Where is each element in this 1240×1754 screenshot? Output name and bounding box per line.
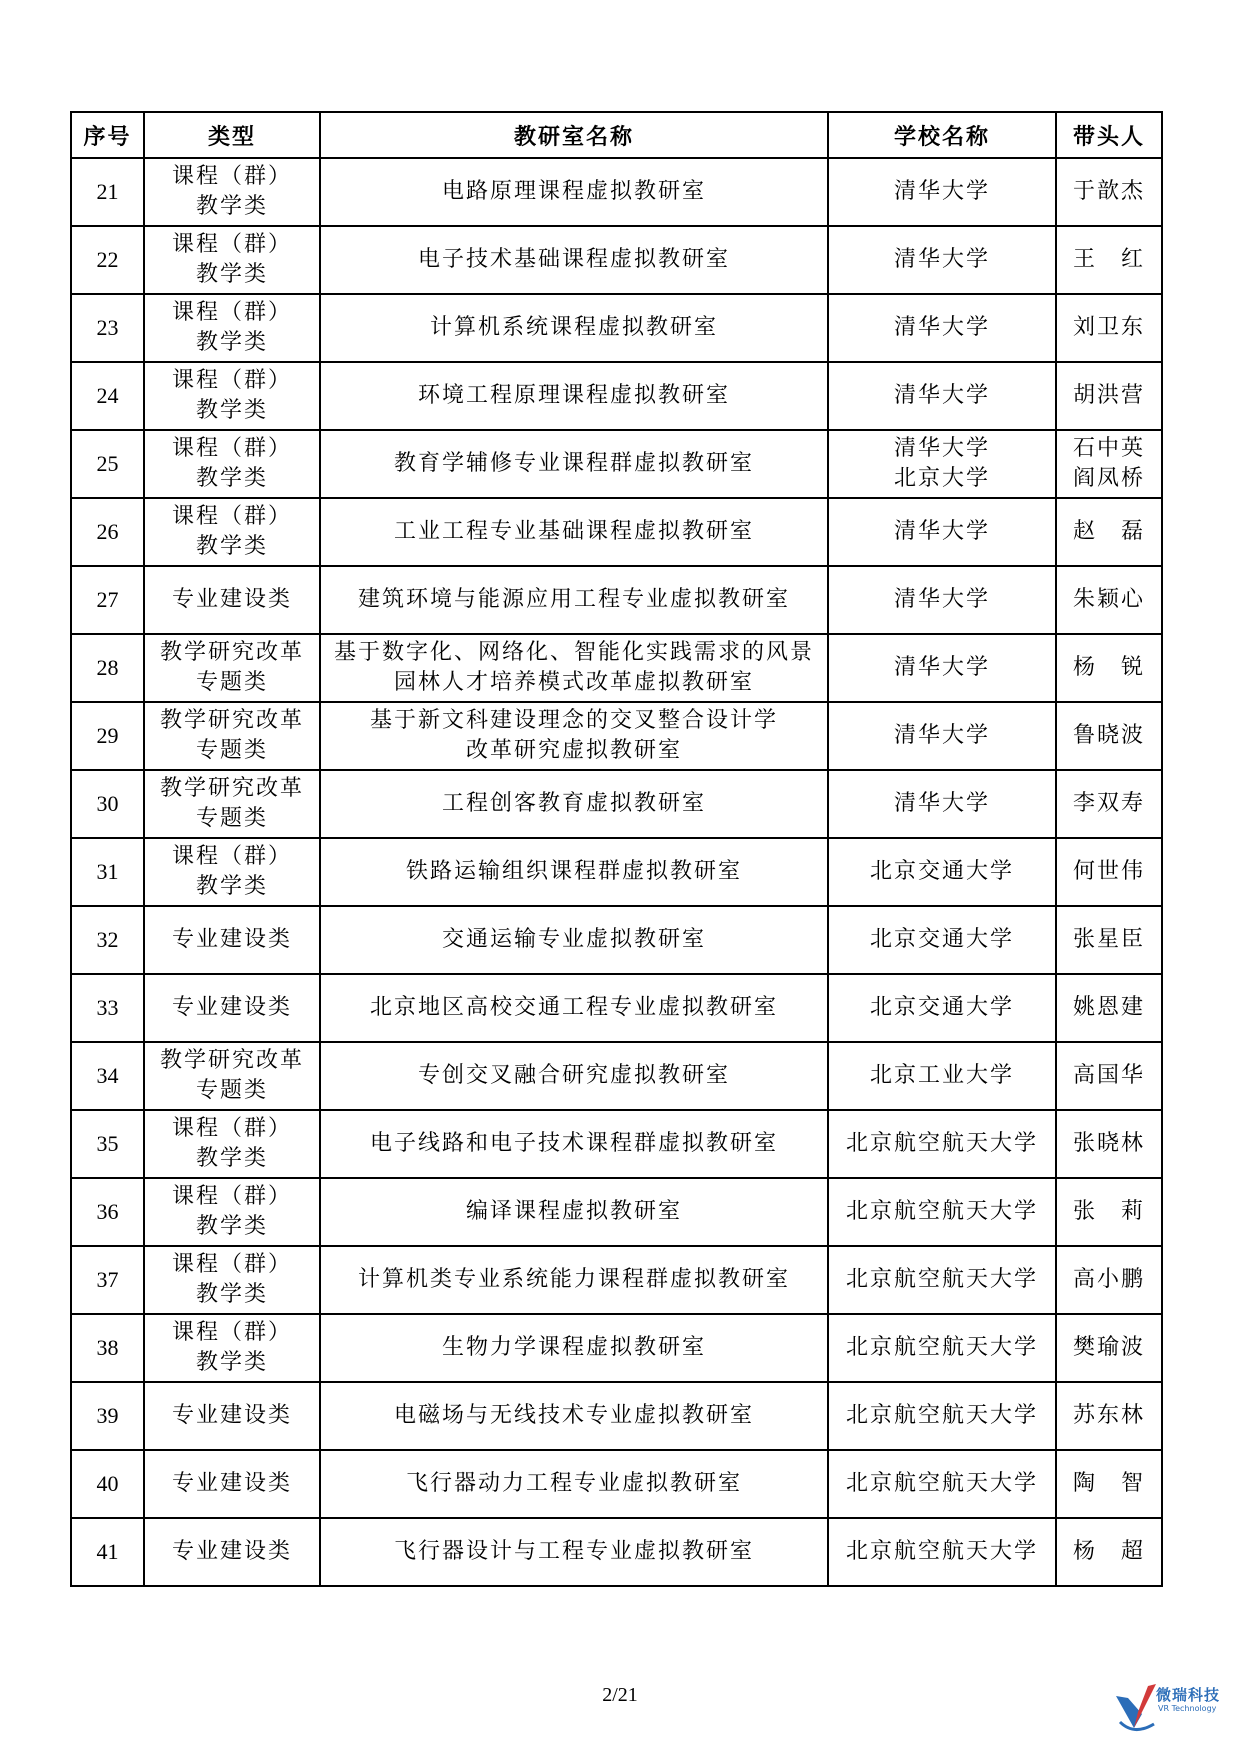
- cell-leader-line: 何世伟: [1072, 859, 1145, 884]
- cell-school: [828, 1382, 1056, 1450]
- cell-no: 37: [71, 1246, 144, 1314]
- cell-type: [144, 1178, 320, 1246]
- cell-school: [828, 294, 1056, 362]
- logo-text: 微瑞科技: [1156, 1686, 1221, 1704]
- cell-lab-name: [320, 634, 828, 702]
- cell-leader-line: 高小鹏: [1072, 1267, 1145, 1292]
- cell-type-line: 教学类: [195, 262, 268, 287]
- cell-no: 35: [71, 1110, 144, 1178]
- cell-leader: [1056, 974, 1162, 1042]
- header-no: 序号: [71, 112, 144, 158]
- cell-leader: [1056, 1314, 1162, 1382]
- cell-school-line: 北京航空航天大学: [845, 1403, 1038, 1428]
- logo-mark-icon: [1112, 1678, 1162, 1736]
- cell-no: 39: [71, 1382, 144, 1450]
- table-row: [71, 1518, 1162, 1586]
- header-type: 类型: [144, 112, 320, 158]
- cell-leader: [1056, 1382, 1162, 1450]
- cell-school: [828, 158, 1056, 226]
- cell-type: [144, 566, 320, 634]
- cell-lab-name-line: 环境工程原理课程虚拟教研室: [417, 383, 730, 408]
- cell-lab-name: [320, 1042, 828, 1110]
- table-row: [71, 294, 1162, 362]
- cell-no: 23: [71, 294, 144, 362]
- cell-lab-name-line: 教育学辅修专业课程群虚拟教研室: [393, 451, 754, 476]
- cell-lab-name: [320, 1246, 828, 1314]
- cell-no: 25: [71, 430, 144, 498]
- cell-type: [144, 1382, 320, 1450]
- cell-lab-name: [320, 1110, 828, 1178]
- table-row: [71, 906, 1162, 974]
- cell-type-line: 教学研究改革: [159, 1048, 304, 1073]
- cell-type-line: 教学类: [195, 466, 268, 491]
- cell-school: [828, 838, 1056, 906]
- cell-type: [144, 702, 320, 770]
- cell-no: 40: [71, 1450, 144, 1518]
- cell-school: [828, 1178, 1056, 1246]
- cell-lab-name-line: 飞行器设计与工程专业虚拟教研室: [393, 1539, 754, 1564]
- cell-leader: [1056, 498, 1162, 566]
- cell-school: [828, 906, 1056, 974]
- cell-type: [144, 1518, 320, 1586]
- cell-type-line: 课程（群）: [171, 504, 292, 529]
- cell-type: [144, 430, 320, 498]
- cell-type-line: 教学类: [195, 194, 268, 219]
- cell-school-line: 清华大学: [893, 655, 990, 680]
- cell-lab-name: [320, 770, 828, 838]
- cell-school-line: 北京航空航天大学: [845, 1471, 1038, 1496]
- cell-lab-name: [320, 702, 828, 770]
- cell-type: [144, 1042, 320, 1110]
- cell-type: [144, 362, 320, 430]
- cell-lab-name-line: 改革研究虚拟教研室: [465, 738, 682, 763]
- cell-type-line: 专题类: [195, 738, 268, 763]
- cell-type-line: 教学类: [195, 1146, 268, 1171]
- cell-school: [828, 362, 1056, 430]
- cell-school: [828, 566, 1056, 634]
- cell-leader: [1056, 838, 1162, 906]
- cell-type-line: 教学类: [195, 534, 268, 559]
- cell-leader: [1056, 294, 1162, 362]
- cell-type-line: 课程（群）: [171, 1252, 292, 1277]
- table-row: [71, 974, 1162, 1042]
- cell-school-line: 北京交通大学: [869, 927, 1014, 952]
- cell-no: 26: [71, 498, 144, 566]
- lab-list-table: [70, 111, 1163, 1587]
- table-row: [71, 430, 1162, 498]
- cell-school-line: 北京航空航天大学: [845, 1199, 1038, 1224]
- table-row: [71, 1246, 1162, 1314]
- cell-type-line: 教学类: [195, 330, 268, 355]
- cell-type-line: 专业建设类: [171, 927, 292, 952]
- cell-type: [144, 1110, 320, 1178]
- cell-leader-line: 石中英: [1072, 436, 1145, 461]
- table-row: [71, 838, 1162, 906]
- cell-no: 34: [71, 1042, 144, 1110]
- cell-type-line: 专业建设类: [171, 1403, 292, 1428]
- table-header-row: [71, 112, 1162, 158]
- cell-lab-name-line: 园林人才培养模式改革虚拟教研室: [393, 670, 754, 695]
- cell-type-line: 课程（群）: [171, 1116, 292, 1141]
- cell-lab-name-line: 计算机系统课程虚拟教研室: [429, 315, 718, 340]
- cell-leader-line: 于歆杰: [1072, 179, 1145, 204]
- cell-type-line: 课程（群）: [171, 368, 292, 393]
- cell-school: [828, 1518, 1056, 1586]
- cell-school-line: 北京航空航天大学: [845, 1267, 1038, 1292]
- cell-school: [828, 974, 1056, 1042]
- cell-lab-name-line: 编译课程虚拟教研室: [465, 1199, 682, 1224]
- cell-leader-line: 李双寿: [1072, 791, 1145, 816]
- table-row: [71, 158, 1162, 226]
- cell-leader: [1056, 634, 1162, 702]
- cell-type: [144, 974, 320, 1042]
- cell-leader: [1056, 566, 1162, 634]
- cell-type-line: 教学研究改革: [159, 640, 304, 665]
- cell-lab-name-line: 电子技术基础课程虚拟教研室: [417, 247, 730, 272]
- cell-lab-name: [320, 362, 828, 430]
- table-row: [71, 770, 1162, 838]
- cell-lab-name-line: 专创交叉融合研究虚拟教研室: [417, 1063, 730, 1088]
- cell-no: 29: [71, 702, 144, 770]
- cell-type-line: 专题类: [195, 670, 268, 695]
- cell-leader-line: 张 莉: [1072, 1199, 1145, 1224]
- cell-type: [144, 1314, 320, 1382]
- cell-lab-name: [320, 1178, 828, 1246]
- cell-lab-name-line: 电磁场与无线技术专业虚拟教研室: [393, 1403, 754, 1428]
- cell-no: 36: [71, 1178, 144, 1246]
- cell-school-line: 北京航空航天大学: [845, 1335, 1038, 1360]
- cell-type-line: 课程（群）: [171, 436, 292, 461]
- cell-type-line: 专题类: [195, 1078, 268, 1103]
- cell-type-line: 教学类: [195, 398, 268, 423]
- cell-type-line: 教学类: [195, 1282, 268, 1307]
- cell-leader-line: 杨 超: [1072, 1539, 1145, 1564]
- cell-no: 22: [71, 226, 144, 294]
- cell-no: 28: [71, 634, 144, 702]
- cell-lab-name-line: 铁路运输组织课程群虚拟教研室: [405, 859, 742, 884]
- cell-leader-line: 王 红: [1072, 247, 1145, 272]
- cell-leader: [1056, 1178, 1162, 1246]
- cell-lab-name: [320, 1382, 828, 1450]
- company-logo: [1112, 1678, 1232, 1738]
- table-row: [71, 1042, 1162, 1110]
- cell-lab-name-line: 生物力学课程虚拟教研室: [441, 1335, 706, 1360]
- cell-lab-name-line: 基于数字化、网络化、智能化实践需求的风景: [333, 640, 814, 665]
- cell-no: 30: [71, 770, 144, 838]
- cell-type: [144, 1246, 320, 1314]
- cell-leader-line: 张星臣: [1072, 927, 1145, 952]
- cell-school-line: 北京大学: [893, 466, 990, 491]
- cell-type-line: 教学研究改革: [159, 776, 304, 801]
- table-body: [71, 158, 1162, 1586]
- cell-leader: [1056, 1042, 1162, 1110]
- cell-no: 41: [71, 1518, 144, 1586]
- cell-type-line: 教学类: [195, 1214, 268, 1239]
- cell-no: 24: [71, 362, 144, 430]
- cell-type-line: 专业建设类: [171, 1471, 292, 1496]
- cell-lab-name: [320, 974, 828, 1042]
- cell-no: 38: [71, 1314, 144, 1382]
- cell-type: [144, 1450, 320, 1518]
- cell-leader: [1056, 1246, 1162, 1314]
- page-number: 2/21: [602, 1684, 638, 1706]
- cell-school-line: 北京交通大学: [869, 859, 1014, 884]
- cell-school-line: 清华大学: [893, 587, 990, 612]
- cell-leader-line: 阎凤桥: [1072, 466, 1145, 491]
- table-row: [71, 1450, 1162, 1518]
- cell-leader: [1056, 226, 1162, 294]
- cell-leader: [1056, 1110, 1162, 1178]
- cell-lab-name-line: 飞行器动力工程专业虚拟教研室: [405, 1471, 742, 1496]
- cell-school-line: 北京航空航天大学: [845, 1131, 1038, 1156]
- cell-leader-line: 苏东林: [1072, 1403, 1145, 1428]
- cell-type-line: 课程（群）: [171, 232, 292, 257]
- table-row: [71, 226, 1162, 294]
- cell-leader: [1056, 770, 1162, 838]
- cell-type: [144, 158, 320, 226]
- cell-school: [828, 1110, 1056, 1178]
- cell-leader-line: 姚恩建: [1072, 995, 1145, 1020]
- cell-school-line: 清华大学: [893, 315, 990, 340]
- cell-school-line: 清华大学: [893, 247, 990, 272]
- cell-type-line: 教学研究改革: [159, 708, 304, 733]
- cell-leader-line: 朱颖心: [1072, 587, 1145, 612]
- cell-leader: [1056, 430, 1162, 498]
- cell-type-line: 课程（群）: [171, 1320, 292, 1345]
- cell-lab-name-line: 电路原理课程虚拟教研室: [441, 179, 706, 204]
- cell-no: 33: [71, 974, 144, 1042]
- cell-school: [828, 226, 1056, 294]
- cell-lab-name: [320, 838, 828, 906]
- cell-leader-line: 杨 锐: [1072, 655, 1145, 680]
- cell-lab-name: [320, 226, 828, 294]
- cell-school-line: 清华大学: [893, 791, 990, 816]
- cell-lab-name: [320, 906, 828, 974]
- cell-lab-name-line: 建筑环境与能源应用工程专业虚拟教研室: [357, 587, 790, 612]
- cell-lab-name: [320, 430, 828, 498]
- cell-lab-name-line: 基于新文科建设理念的交叉整合设计学: [369, 708, 778, 733]
- cell-school: [828, 1246, 1056, 1314]
- cell-type-line: 专业建设类: [171, 995, 292, 1020]
- cell-type: [144, 634, 320, 702]
- cell-leader: [1056, 1518, 1162, 1586]
- cell-type: [144, 906, 320, 974]
- cell-lab-name: [320, 294, 828, 362]
- cell-type-line: 教学类: [195, 1350, 268, 1375]
- cell-school-line: 清华大学: [893, 519, 990, 544]
- cell-leader: [1056, 906, 1162, 974]
- cell-type-line: 专业建设类: [171, 1539, 292, 1564]
- cell-leader-line: 鲁晓波: [1072, 723, 1145, 748]
- cell-type-line: 教学类: [195, 874, 268, 899]
- cell-leader-line: 赵 磊: [1072, 519, 1145, 544]
- cell-type-line: 课程（群）: [171, 164, 292, 189]
- cell-school-line: 清华大学: [893, 723, 990, 748]
- cell-no: 27: [71, 566, 144, 634]
- table-row: [71, 566, 1162, 634]
- cell-lab-name: [320, 1518, 828, 1586]
- cell-leader-line: 陶 智: [1072, 1471, 1145, 1496]
- cell-lab-name: [320, 566, 828, 634]
- cell-leader-line: 胡洪营: [1072, 383, 1145, 408]
- cell-lab-name: [320, 1314, 828, 1382]
- logo-subtext: VR Technology: [1158, 1704, 1217, 1713]
- cell-leader: [1056, 158, 1162, 226]
- cell-type-line: 课程（群）: [171, 1184, 292, 1209]
- cell-school: [828, 702, 1056, 770]
- cell-type: [144, 498, 320, 566]
- cell-type-line: 课程（群）: [171, 300, 292, 325]
- cell-lab-name-line: 工业工程专业基础课程虚拟教研室: [393, 519, 754, 544]
- cell-type: [144, 770, 320, 838]
- cell-school-line: 清华大学: [893, 383, 990, 408]
- header-leader: 带头人: [1056, 112, 1162, 158]
- cell-leader: [1056, 702, 1162, 770]
- cell-school: [828, 1314, 1056, 1382]
- cell-type: [144, 838, 320, 906]
- cell-leader: [1056, 1450, 1162, 1518]
- table-row: [71, 702, 1162, 770]
- cell-type: [144, 294, 320, 362]
- cell-school-line: 北京交通大学: [869, 995, 1014, 1020]
- cell-school-line: 北京航空航天大学: [845, 1539, 1038, 1564]
- cell-lab-name: [320, 498, 828, 566]
- cell-lab-name-line: 交通运输专业虚拟教研室: [441, 927, 706, 952]
- cell-leader-line: 高国华: [1072, 1063, 1145, 1088]
- table-row: [71, 1110, 1162, 1178]
- cell-type-line: 专题类: [195, 806, 268, 831]
- cell-no: 32: [71, 906, 144, 974]
- cell-school: [828, 1042, 1056, 1110]
- cell-lab-name-line: 电子线路和电子技术课程群虚拟教研室: [369, 1131, 778, 1156]
- cell-school: [828, 1450, 1056, 1518]
- header-school: 学校名称: [828, 112, 1056, 158]
- cell-leader-line: 刘卫东: [1072, 315, 1145, 340]
- cell-leader-line: 张晓林: [1072, 1131, 1145, 1156]
- cell-no: 21: [71, 158, 144, 226]
- cell-school-line: 清华大学: [893, 436, 990, 461]
- table-row: [71, 1178, 1162, 1246]
- table-row: [71, 362, 1162, 430]
- cell-school-line: 北京工业大学: [869, 1063, 1014, 1088]
- table-row: [71, 498, 1162, 566]
- cell-type-line: 专业建设类: [171, 587, 292, 612]
- cell-school: [828, 430, 1056, 498]
- cell-type: [144, 226, 320, 294]
- cell-no: 31: [71, 838, 144, 906]
- cell-type-line: 课程（群）: [171, 844, 292, 869]
- cell-school-line: 清华大学: [893, 179, 990, 204]
- cell-school: [828, 634, 1056, 702]
- header-lab-name: 教研室名称: [320, 112, 828, 158]
- cell-lab-name-line: 北京地区高校交通工程专业虚拟教研室: [369, 995, 778, 1020]
- cell-leader-line: 樊瑜波: [1072, 1335, 1145, 1360]
- table-row: [71, 1314, 1162, 1382]
- cell-lab-name-line: 工程创客教育虚拟教研室: [441, 791, 706, 816]
- table-row: [71, 1382, 1162, 1450]
- cell-lab-name: [320, 1450, 828, 1518]
- table-row: [71, 634, 1162, 702]
- cell-leader: [1056, 362, 1162, 430]
- cell-school: [828, 498, 1056, 566]
- cell-school: [828, 770, 1056, 838]
- cell-lab-name: [320, 158, 828, 226]
- cell-lab-name-line: 计算机类专业系统能力课程群虚拟教研室: [357, 1267, 790, 1292]
